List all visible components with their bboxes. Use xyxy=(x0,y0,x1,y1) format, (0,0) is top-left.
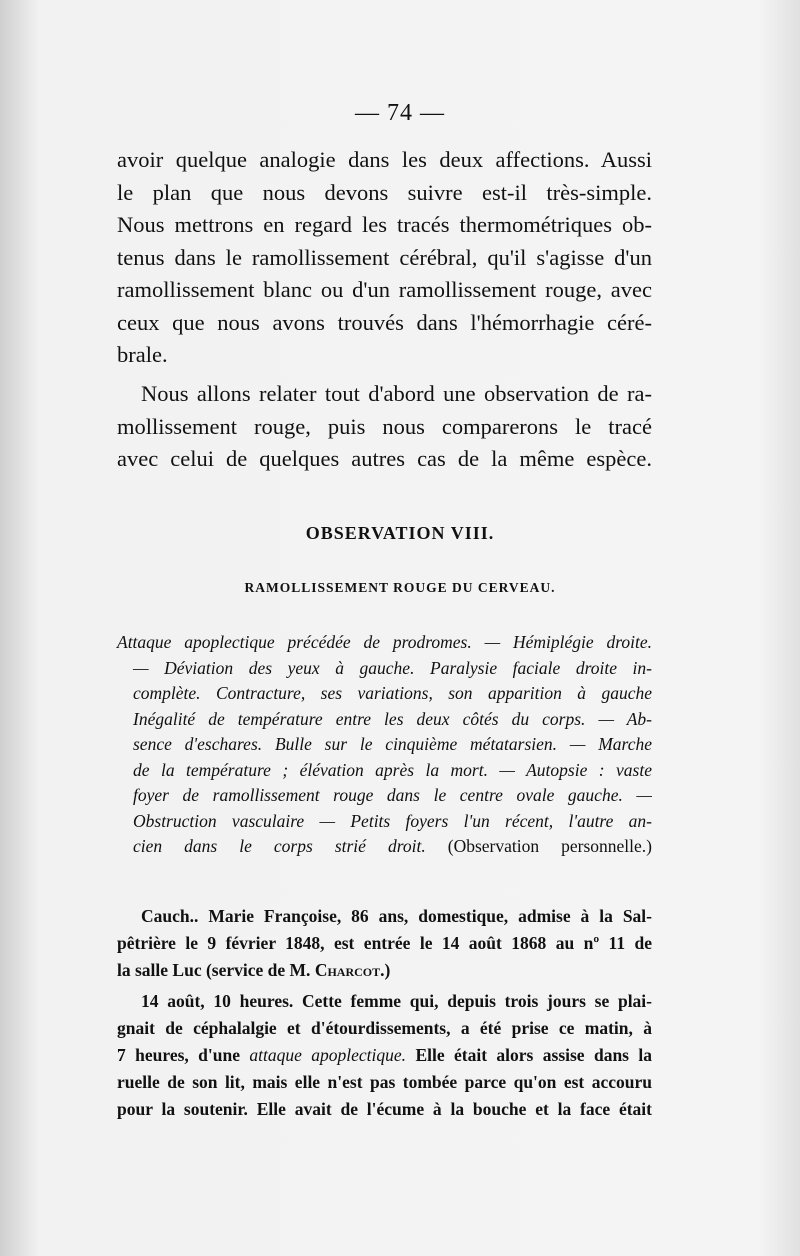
text-line: tenus dans le ramollissement cérébral, qu'il s'agisse d'un xyxy=(117,244,652,270)
observation-subtitle: RAMOLLISSEMENT ROUGE DU CERVEAU. xyxy=(244,580,556,595)
text-line: Nous allons relater tout d'abord une observation de ra- xyxy=(141,381,652,406)
summary-italic: cien dans le corps strié droit. xyxy=(133,836,426,856)
case-text: la salle Luc (service de M. xyxy=(117,960,315,980)
case-text: 7 heures, d'une xyxy=(117,1045,250,1065)
case-line: pêtrière le 9 février 1848, est entrée le 14 août 1868 au nº 11 de xyxy=(117,933,652,953)
case-intro xyxy=(117,903,652,984)
case-line: pour la soutenir. Elle avait de l'écume à la bouche et la face était xyxy=(117,1099,652,1119)
case-line xyxy=(117,957,652,984)
text-line: ramollissement blanc ou d'un ramollissement rouge, avec xyxy=(117,277,652,302)
case-line: Cauch.. Marie Françoise, 86 ans, domestique, admise à la Sal- xyxy=(141,906,652,926)
summary-line: de la température ; élévation après la mort. — Autopsie : vaste xyxy=(133,759,652,780)
page-number: — 74 — xyxy=(355,100,445,126)
text-line: avec celui de quelques autres cas de la même espèce. xyxy=(117,446,652,471)
case-date: 14 août, xyxy=(141,991,205,1011)
paragraph-intro xyxy=(117,144,652,372)
physician-name: Charcot xyxy=(314,960,381,980)
case-line xyxy=(117,1042,652,1069)
summary-line: Inégalité de température entre les deux côtés du corps. — Ab- xyxy=(133,708,652,729)
case-line: ruelle de son lit, mais elle n'est pas tombée parce qu'on est accouru xyxy=(117,1072,652,1092)
case-line xyxy=(117,988,652,1015)
text-line: ceux que nous avons trouvés dans l'hémorrhagie céré- xyxy=(117,309,652,335)
text-line: mollissement rouge, puis nous comparerons le tracé xyxy=(117,413,652,439)
summary-line: complète. Contracture, ses variations, son apparition à gauche xyxy=(133,683,652,703)
summary-line-last xyxy=(117,834,652,860)
text-line: avoir quelque analogie dans les deux affections. Aussi xyxy=(117,147,652,172)
observation-title: OBSERVATION VIII. xyxy=(305,523,495,543)
summary-source: (Observation personnelle.) xyxy=(447,836,653,856)
summary-line: sence d'eschares. Bulle sur le cinquième métatarsien. — Marche xyxy=(133,734,652,754)
summary-line: Obstruction vasculaire — Petits foyers l'un récent, l'autre an- xyxy=(133,810,652,831)
case-line: gnait de céphalalgie et d'étourdissements, a été prise ce matin, à xyxy=(117,1018,652,1038)
paragraph-plan xyxy=(117,378,652,476)
case-text: 10 heures. Cette femme qui, depuis trois jours se plai- xyxy=(204,991,652,1011)
summary-line: foyer de ramollissement rouge dans le centre ovale gauche. — xyxy=(133,785,652,805)
text-line: le plan que nous devons suivre est-il très-simple. xyxy=(117,179,652,205)
summary-line: — Déviation des yeux à gauche. Paralysie faciale droite in- xyxy=(133,657,652,678)
text-line: brale. xyxy=(117,342,168,367)
case-text: Elle était alors assise dans la xyxy=(406,1045,652,1065)
case-text: .) xyxy=(380,960,391,980)
summary-line: Attaque apoplectique précédée de prodromes. — Hémiplégie droite. xyxy=(117,632,652,652)
observation-summary xyxy=(117,630,652,860)
case-italic: attaque apoplectique. xyxy=(249,1045,407,1065)
case-day-entry xyxy=(117,988,652,1123)
text-line: Nous mettrons en regard les tracés thermométriques ob- xyxy=(117,212,652,237)
